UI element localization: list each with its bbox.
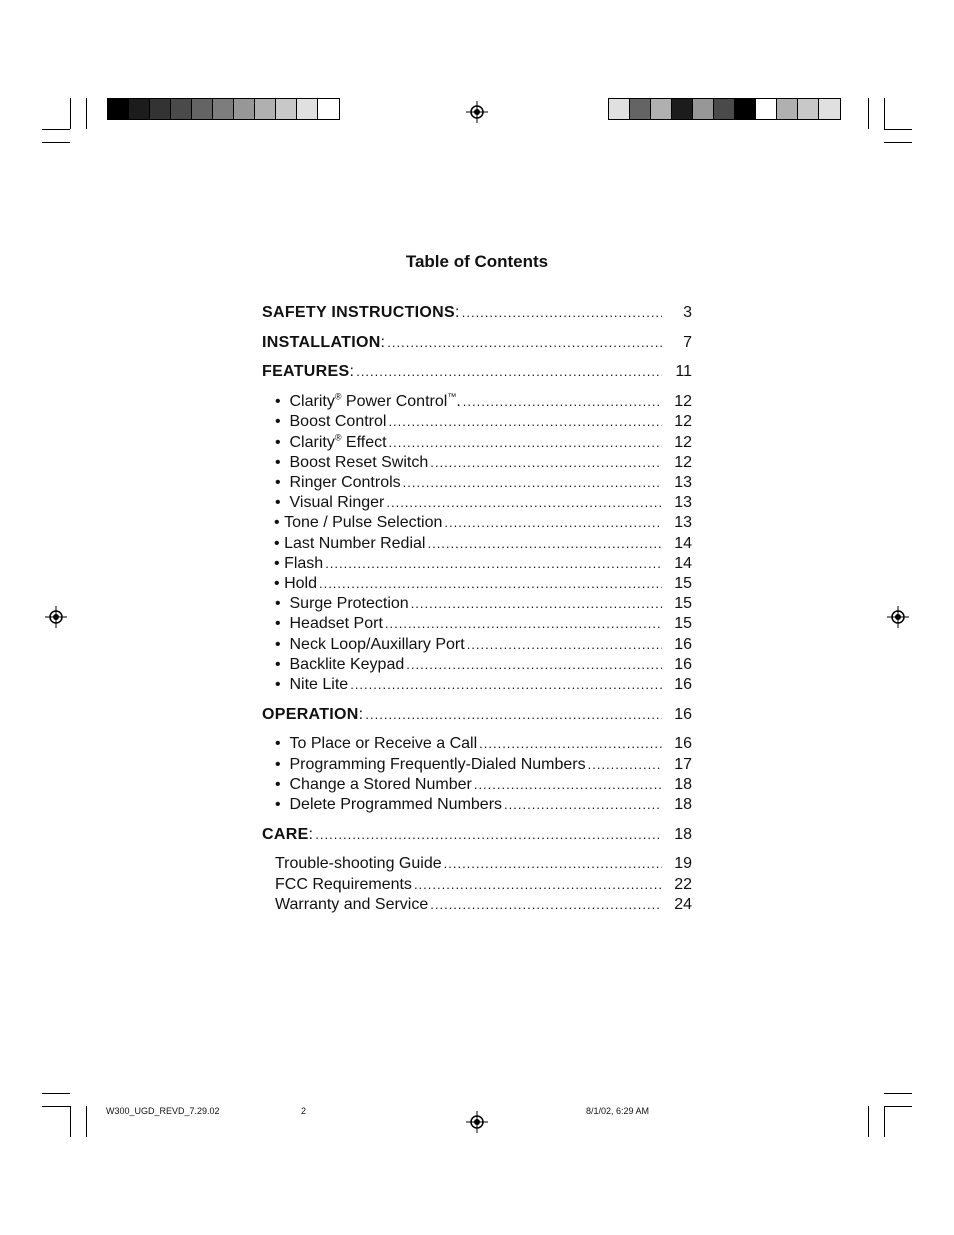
toc-page-number: 16 — [674, 635, 692, 653]
toc-entry-label — [275, 614, 383, 634]
toc-section-row — [262, 303, 692, 323]
bullet-icon: • — [275, 473, 281, 491]
toc-entry-label — [275, 412, 386, 432]
bullet-icon: • — [275, 393, 281, 411]
toc-entry-text: Programming Frequently-Dialed Numbers — [289, 755, 586, 773]
toc-leader — [385, 614, 662, 634]
crop-mark — [868, 1106, 869, 1137]
toc-entry-text: Headset Port — [289, 615, 383, 633]
toc-entry-text: Boost Reset Switch — [289, 453, 429, 471]
crop-mark — [42, 142, 70, 143]
toc-entry-label — [275, 392, 461, 412]
toc-page-number: 16 — [674, 735, 692, 753]
color-swatch — [630, 99, 651, 119]
toc-leader — [386, 493, 662, 513]
toc-leader — [444, 854, 662, 874]
bullet-icon: • — [275, 413, 281, 431]
bullet-icon: • — [275, 675, 281, 693]
toc-leader — [403, 473, 662, 493]
toc-page-number: 16 — [674, 705, 692, 723]
bullet-icon: • — [275, 453, 281, 471]
bullet-icon: • — [275, 795, 281, 813]
toc-entry-label — [275, 854, 442, 874]
toc-leader — [462, 303, 662, 323]
toc-entry-text: Boost Control — [289, 413, 387, 431]
toc-entry-text: To Place or Receive a Call — [289, 735, 478, 753]
color-swatch — [255, 99, 276, 119]
crop-mark — [884, 98, 885, 129]
toc-section-row — [262, 705, 692, 725]
toc-page-number: 13 — [674, 473, 692, 491]
toc-entry-text-rest: Power Control — [341, 393, 448, 411]
toc-entry-row — [262, 775, 692, 795]
toc-leader — [588, 755, 662, 775]
registered-mark: ® — [334, 432, 342, 443]
bullet-icon: • — [275, 433, 281, 451]
toc-leader — [411, 594, 662, 614]
bullet-icon: • — [275, 635, 281, 653]
toc-leader — [504, 795, 662, 815]
color-swatch — [171, 99, 192, 119]
toc-entry-label — [275, 895, 428, 915]
toc-entry-row — [262, 574, 692, 594]
table-of-contents — [262, 303, 692, 915]
toc-entry-row — [262, 433, 692, 453]
color-swatch — [714, 99, 735, 119]
registration-mark-icon — [887, 606, 909, 628]
color-swatch — [318, 99, 339, 119]
toc-entry-row — [262, 734, 692, 754]
toc-entry-text: Tone / Pulse Selection — [284, 514, 443, 532]
color-swatch — [234, 99, 255, 119]
toc-section-title: FEATURES — [262, 363, 350, 381]
toc-entry-text: Clarity — [289, 393, 335, 411]
toc-entry-text-rest: Effect — [341, 433, 387, 451]
toc-page-number: 18 — [674, 795, 692, 813]
toc-colon: : — [454, 304, 460, 321]
color-swatch — [693, 99, 714, 119]
color-swatch — [756, 99, 777, 119]
toc-entry-label — [274, 574, 317, 594]
color-bar-left — [107, 98, 340, 120]
toc-entry-label — [274, 513, 442, 533]
toc-leader — [467, 635, 662, 655]
crop-mark — [884, 129, 912, 130]
toc-page-number: 15 — [674, 615, 692, 633]
toc-leader — [325, 554, 662, 574]
toc-entry-label — [275, 635, 465, 655]
bullet-icon: • — [275, 494, 281, 512]
toc-page-number: 12 — [674, 393, 692, 411]
bullet-icon: • — [275, 655, 281, 673]
crop-mark — [42, 1093, 70, 1094]
bullet-icon: • — [274, 534, 280, 552]
toc-section-row — [262, 825, 692, 845]
toc-page-number: 16 — [674, 675, 692, 693]
toc-page-number: 12 — [674, 413, 692, 431]
bullet-icon: • — [274, 574, 280, 592]
toc-entry-row — [262, 594, 692, 614]
toc-entry-text: Last Number Redial — [284, 534, 426, 552]
color-swatch — [297, 99, 318, 119]
toc-entry-row — [262, 795, 692, 815]
toc-page-number: 17 — [674, 755, 692, 773]
toc-entry-row — [262, 412, 692, 432]
color-swatch — [108, 99, 129, 119]
footer-page-number: 2 — [301, 1106, 307, 1116]
toc-entry-row — [262, 493, 692, 513]
toc-page-number: 18 — [674, 825, 692, 843]
crop-mark — [86, 98, 87, 129]
toc-section-label — [262, 362, 354, 382]
toc-leader — [319, 574, 662, 594]
toc-entry-label — [275, 655, 404, 675]
toc-entry-row — [262, 453, 692, 473]
toc-entry-row — [262, 614, 692, 634]
toc-page-number: 13 — [674, 514, 692, 532]
toc-page-number: 15 — [674, 574, 692, 592]
page-title: Table of Contents — [405, 252, 549, 271]
toc-page-number: 19 — [674, 855, 692, 873]
toc-entry-text: Hold — [284, 574, 317, 592]
color-swatch — [213, 99, 234, 119]
toc-entry-label — [275, 875, 412, 895]
toc-entry-label — [275, 775, 472, 795]
toc-leader — [389, 433, 662, 453]
toc-page-number: 14 — [674, 534, 692, 552]
toc-page-number: 24 — [674, 895, 692, 913]
toc-section-label — [262, 825, 313, 845]
footer-datetime: 8/1/02, 6:29 AM — [586, 1106, 650, 1116]
color-swatch — [192, 99, 213, 119]
color-bar-right — [608, 98, 841, 120]
toc-entry-label — [275, 795, 502, 815]
color-swatch — [276, 99, 297, 119]
crop-mark — [86, 1106, 87, 1137]
toc-entry-text: FCC Requirements — [275, 875, 412, 893]
toc-entry-row — [262, 635, 692, 655]
toc-leader — [444, 513, 662, 533]
toc-page-number: 22 — [674, 875, 692, 893]
crop-mark — [70, 1106, 71, 1137]
toc-entry-row — [262, 854, 692, 874]
footer-filename: W300_UGD_REVD_7.29.02 — [106, 1106, 220, 1116]
bullet-icon: • — [275, 595, 281, 613]
color-swatch — [651, 99, 672, 119]
toc-leader — [479, 734, 662, 754]
toc-leader — [387, 333, 662, 353]
toc-leader — [427, 534, 662, 554]
toc-leader — [388, 412, 662, 432]
toc-entry-text: Warranty and Service — [275, 895, 429, 913]
toc-entry-label — [275, 453, 428, 473]
color-swatch — [819, 99, 840, 119]
toc-colon: : — [308, 825, 314, 843]
toc-entry-text: Backlite Keypad — [289, 655, 405, 673]
toc-leader — [474, 775, 662, 795]
crop-mark — [884, 1093, 912, 1094]
color-swatch — [672, 99, 693, 119]
toc-leader — [430, 895, 662, 915]
toc-entry-label — [274, 534, 425, 554]
registration-mark-icon — [466, 101, 488, 123]
toc-entry-text: Ringer Controls — [289, 473, 401, 491]
color-swatch — [798, 99, 819, 119]
toc-entry-label — [274, 554, 323, 574]
toc-section-row — [262, 333, 692, 353]
crop-mark — [70, 98, 71, 129]
toc-colon: : — [380, 333, 386, 351]
toc-entry-text: Flash — [284, 554, 324, 572]
toc-entry-text: Visual Ringer — [289, 494, 385, 512]
toc-entry-label — [275, 433, 387, 453]
toc-entry-text: Delete Programmed Numbers — [289, 795, 503, 813]
bullet-icon: • — [275, 775, 281, 793]
toc-entry-row — [262, 534, 692, 554]
toc-entry-text: Neck Loop/Auxillary Port — [289, 635, 465, 653]
toc-page-number: 15 — [674, 595, 692, 613]
toc-entry-tail: . — [456, 393, 461, 411]
color-swatch — [735, 99, 756, 119]
toc-entry-row — [262, 675, 692, 695]
crop-mark — [42, 129, 70, 130]
toc-entry-text: Clarity — [289, 433, 335, 451]
toc-page-number: 12 — [674, 433, 692, 451]
crop-mark — [42, 1106, 70, 1107]
toc-entry-label — [275, 675, 348, 695]
crop-mark — [884, 1106, 912, 1107]
toc-entry-row — [262, 755, 692, 775]
toc-entry-row — [262, 875, 692, 895]
toc-colon: : — [349, 363, 355, 381]
toc-entry-label — [275, 493, 384, 513]
toc-page-number: 3 — [683, 304, 692, 321]
color-swatch — [150, 99, 171, 119]
bullet-icon: • — [274, 514, 280, 532]
toc-section-title: INSTALLATION — [262, 333, 381, 351]
toc-leader — [414, 875, 662, 895]
toc-section-label — [262, 303, 460, 323]
bullet-icon: • — [275, 615, 281, 633]
toc-section-row — [262, 362, 692, 382]
toc-entry-label — [275, 594, 409, 614]
bullet-icon: • — [275, 735, 281, 753]
toc-leader — [365, 705, 662, 725]
toc-entry-text: Nite Lite — [289, 675, 349, 693]
toc-leader — [430, 453, 662, 473]
toc-entry-label — [275, 734, 477, 754]
toc-page-number: 11 — [675, 363, 692, 381]
toc-leader — [350, 675, 662, 695]
toc-section-label — [262, 705, 363, 725]
toc-leader — [356, 362, 662, 382]
toc-entry-text: Change a Stored Number — [289, 775, 472, 793]
toc-colon: : — [358, 705, 364, 723]
trademark-mark: ™ — [447, 391, 457, 402]
toc-entry-text: Surge Protection — [289, 595, 409, 613]
toc-page-number: 7 — [683, 333, 692, 351]
toc-page-number: 12 — [674, 453, 692, 471]
registration-mark-icon — [466, 1111, 488, 1133]
toc-entry-row — [262, 554, 692, 574]
toc-entry-row — [262, 473, 692, 493]
crop-mark — [884, 142, 912, 143]
registered-mark: ® — [334, 391, 342, 402]
bullet-icon: • — [274, 554, 280, 572]
color-swatch — [129, 99, 150, 119]
toc-section-title: SAFETY INSTRUCTIONS — [262, 304, 455, 321]
toc-entry-row — [262, 655, 692, 675]
toc-section-label — [262, 333, 385, 353]
registration-mark-icon — [45, 606, 67, 628]
toc-section-title: CARE — [262, 825, 309, 843]
toc-entry-label — [275, 473, 401, 493]
toc-entry-text: Trouble-shooting Guide — [275, 855, 442, 873]
toc-page-number: 13 — [674, 494, 692, 512]
toc-page-number: 18 — [674, 775, 692, 793]
toc-entry-row — [262, 895, 692, 915]
toc-page-number: 14 — [674, 554, 692, 572]
toc-entry-row — [262, 392, 692, 412]
color-swatch — [609, 99, 630, 119]
color-swatch — [777, 99, 798, 119]
crop-mark — [868, 98, 869, 129]
toc-entry-label — [275, 755, 586, 775]
toc-leader — [406, 655, 662, 675]
toc-leader — [315, 825, 662, 845]
toc-page-number: 16 — [674, 655, 692, 673]
toc-entry-row — [262, 513, 692, 533]
toc-section-title: OPERATION — [262, 705, 359, 723]
crop-mark — [884, 1106, 885, 1137]
toc-leader — [463, 392, 662, 412]
bullet-icon: • — [275, 755, 281, 773]
